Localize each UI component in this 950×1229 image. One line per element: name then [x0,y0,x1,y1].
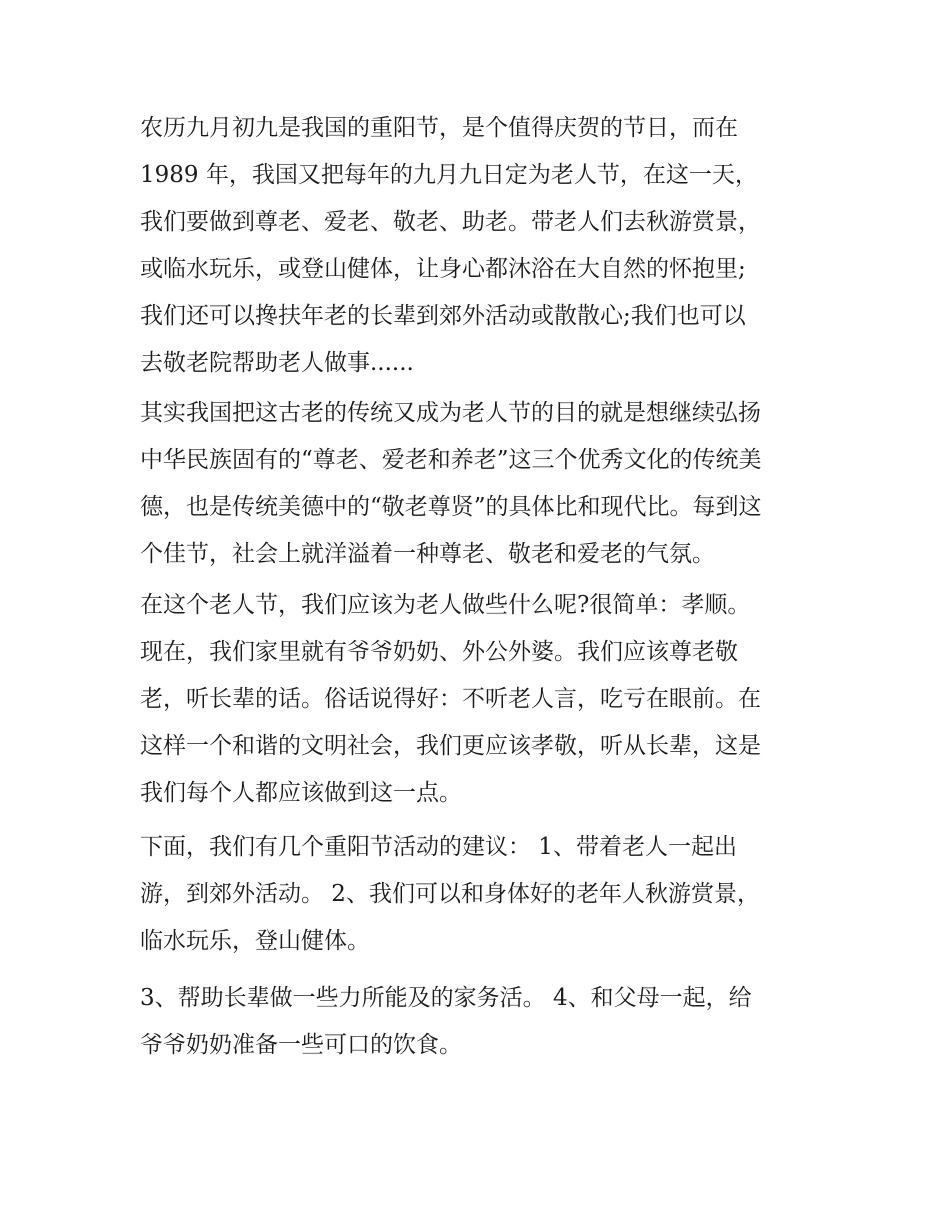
text-line: 农历九月初九是我国的重阳节，是个值得庆贺的节日，而在 [140,115,738,141]
text-line: 下面，我们有几个重阳节活动的建议： 1、带着老人一起出 [140,834,737,860]
text-line: 现在，我们家里就有爷爷奶奶、外公外婆。我们应该尊老敬 [140,639,738,665]
text-line: 爷爷奶奶准备一些可口的饮食。 [140,1032,462,1058]
paragraph-suggestions [140,824,820,965]
paragraph-filial-piety [140,582,820,817]
paragraph-suggestions-continued [140,975,820,1069]
text-line: 1989 年，我国又把每年的九月九日定为老人节，在这一天， [140,162,758,188]
text-line: 中华民族固有的“尊老、爱老和养老”这三个优秀文化的传统美 [140,447,762,473]
text-line: 个佳节，社会上就洋溢着一种尊老、敬老和爱老的气氛。 [140,541,715,567]
text-line: 我们还可以搀扶年老的长辈到郊外活动或散散心;我们也可以 [140,303,746,329]
text-line: 去敬老院帮助老人做事...... [140,350,414,376]
paragraph-purpose [140,390,820,578]
text-line: 3、帮助长辈做一些力所能及的家务活。 4、和父母一起，给 [140,985,752,1011]
text-line: 我们每个人都应该做到这一点。 [140,780,462,806]
text-line: 老，听长辈的话。俗话说得好：不听老人言，吃亏在眼前。在 [140,686,761,712]
text-line: 在这个老人节，我们应该为老人做些什么呢?很简单：孝顺。 [140,592,751,618]
text-line: 我们要做到尊老、爱老、敬老、助老。带老人们去秋游赏景， [140,209,761,235]
text-line: 这样一个和谐的文明社会，我们更应该孝敬，听从长辈，这是 [140,733,761,759]
text-line: 其实我国把这古老的传统又成为老人节的目的就是想继续弘扬 [140,400,761,426]
text-line: 临水玩乐，登山健体。 [140,928,370,954]
document-body [140,105,820,1069]
text-line: 德，也是传统美德中的“敬老尊贤”的具体比和现代比。每到这 [140,494,762,520]
text-line: 游，到郊外活动。 2、我们可以和身体好的老年人秋游赏景， [140,881,760,907]
text-line: 或临水玩乐，或登山健体，让身心都沐浴在大自然的怀抱里; [140,256,746,282]
paragraph-intro [140,105,820,387]
